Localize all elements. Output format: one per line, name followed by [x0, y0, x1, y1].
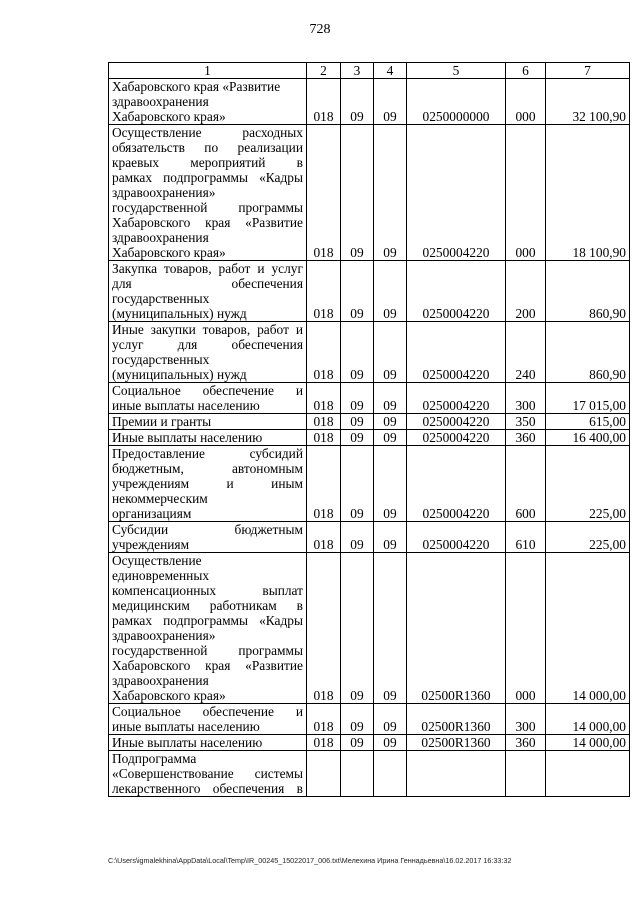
- row-name-cell: [109, 261, 307, 322]
- row-name-line: некоммерческим: [112, 491, 208, 506]
- expense-type-cell: 600: [506, 446, 546, 522]
- table-row: [109, 446, 630, 522]
- amount-cell: 860,90: [546, 261, 630, 322]
- row-name-cell: [109, 751, 307, 797]
- amount-cell: 860,90: [546, 322, 630, 383]
- table-row: [109, 261, 630, 322]
- column-header: 1: [109, 63, 307, 79]
- row-name-line: организациям: [112, 506, 192, 521]
- target-article-cell: 0250004220: [407, 383, 506, 414]
- target-article-cell: 0250004220: [407, 414, 506, 430]
- table-row: [109, 383, 630, 414]
- column-header: 3: [341, 63, 374, 79]
- target-article-cell: 0250004220: [407, 430, 506, 446]
- row-name-line: (муниципальных) нужд: [112, 306, 247, 321]
- row-name-line: Закупка товаров, работ и услуг: [112, 261, 303, 276]
- subsection-code-cell: 09: [374, 414, 407, 430]
- ministry-code-cell: 018: [307, 322, 341, 383]
- ministry-code-cell: 018: [307, 261, 341, 322]
- ministry-code-cell: 018: [307, 79, 341, 125]
- table-row: [109, 430, 630, 446]
- table-row: [109, 79, 630, 125]
- target-article-cell: 0250004220: [407, 446, 506, 522]
- file-path-footer: C:\Users\igmalekhina\AppData\Local\Temp\IR_00245_15022017_006.txt\Мелехина Ирина Геннадьевна\16.02.2017 16:33:32: [108, 856, 512, 865]
- section-code-cell: [341, 751, 374, 797]
- subsection-code-cell: 09: [374, 522, 407, 553]
- expense-type-cell: 000: [506, 553, 546, 704]
- subsection-code-cell: 09: [374, 125, 407, 261]
- row-name-line: учреждениям и иным: [112, 476, 303, 491]
- row-name-line: Хабаровского края»: [112, 245, 226, 260]
- row-name-cell: [109, 322, 307, 383]
- expense-type-cell: 200: [506, 261, 546, 322]
- row-name-cell: [109, 430, 307, 446]
- target-article-cell: 0250004220: [407, 261, 506, 322]
- row-name-cell: [109, 735, 307, 751]
- row-name-line: компенсационных выплат: [112, 583, 303, 598]
- expense-type-cell: 000: [506, 125, 546, 261]
- row-name-line: Хабаровского края»: [112, 688, 226, 703]
- row-name-line: Субсидии бюджетным: [112, 522, 303, 537]
- ministry-code-cell: 018: [307, 383, 341, 414]
- target-article-cell: [407, 751, 506, 797]
- column-header: 5: [407, 63, 506, 79]
- row-name-line: Иные закупки товаров, работ и: [112, 322, 303, 337]
- section-code-cell: 09: [341, 414, 374, 430]
- table-row: [109, 704, 630, 735]
- row-name-line: Премии и гранты: [112, 414, 212, 429]
- section-code-cell: 09: [341, 735, 374, 751]
- row-name-line: здравоохранения: [112, 230, 209, 245]
- section-code-cell: 09: [341, 261, 374, 322]
- target-article-cell: 02500R1360: [407, 704, 506, 735]
- row-name-line: иные выплаты населению: [112, 719, 260, 734]
- row-name-cell: [109, 383, 307, 414]
- amount-cell: 17 015,00: [546, 383, 630, 414]
- row-name-line: краевых мероприятий в: [112, 155, 303, 170]
- subsection-code-cell: [374, 751, 407, 797]
- amount-cell: [546, 751, 630, 797]
- row-name-line: услуг для обеспечения: [112, 337, 303, 352]
- amount-cell: 14 000,00: [546, 553, 630, 704]
- expense-type-cell: 240: [506, 322, 546, 383]
- row-name-line: здравоохранения: [112, 94, 209, 109]
- row-name-cell: [109, 522, 307, 553]
- row-name-line: здравоохранения»: [112, 628, 216, 643]
- amount-cell: 225,00: [546, 446, 630, 522]
- target-article-cell: 02500R1360: [407, 735, 506, 751]
- ministry-code-cell: [307, 751, 341, 797]
- section-code-cell: 09: [341, 322, 374, 383]
- row-name-line: Осуществление расходных: [112, 125, 303, 140]
- expense-type-cell: 350: [506, 414, 546, 430]
- row-name-cell: [109, 125, 307, 261]
- row-name-line: здравоохранения: [112, 673, 209, 688]
- row-name-line: медицинским работникам в: [112, 598, 303, 613]
- row-name-line: рамках подпрограммы «Кадры: [112, 613, 303, 628]
- table-row: [109, 751, 630, 797]
- ministry-code-cell: 018: [307, 704, 341, 735]
- amount-cell: 615,00: [546, 414, 630, 430]
- row-name-cell: [109, 446, 307, 522]
- expense-type-cell: 360: [506, 735, 546, 751]
- target-article-cell: 0250004220: [407, 322, 506, 383]
- budget-table: [108, 62, 630, 797]
- ministry-code-cell: 018: [307, 430, 341, 446]
- amount-cell: 14 000,00: [546, 735, 630, 751]
- row-name-cell: [109, 704, 307, 735]
- table-row: [109, 125, 630, 261]
- row-name-line: Осуществление: [112, 553, 202, 568]
- subsection-code-cell: 09: [374, 735, 407, 751]
- row-name-cell: [109, 414, 307, 430]
- row-name-cell: [109, 553, 307, 704]
- amount-cell: 32 100,90: [546, 79, 630, 125]
- ministry-code-cell: 018: [307, 125, 341, 261]
- expense-type-cell: 610: [506, 522, 546, 553]
- row-name-line: Иные выплаты населению: [112, 735, 263, 750]
- section-code-cell: 09: [341, 125, 374, 261]
- row-name-line: единовременных: [112, 568, 210, 583]
- expense-type-cell: 360: [506, 430, 546, 446]
- target-article-cell: 0250004220: [407, 522, 506, 553]
- expense-type-cell: 300: [506, 704, 546, 735]
- row-name-line: бюджетным, автономным: [112, 461, 303, 476]
- table-body: [109, 63, 630, 797]
- table-row: [109, 322, 630, 383]
- target-article-cell: 0250004220: [407, 125, 506, 261]
- subsection-code-cell: 09: [374, 553, 407, 704]
- subsection-code-cell: 09: [374, 261, 407, 322]
- table-row: [109, 553, 630, 704]
- subsection-code-cell: 09: [374, 704, 407, 735]
- section-code-cell: 09: [341, 430, 374, 446]
- subsection-code-cell: 09: [374, 430, 407, 446]
- ministry-code-cell: 018: [307, 735, 341, 751]
- subsection-code-cell: 09: [374, 446, 407, 522]
- table-row: [109, 735, 630, 751]
- row-name-line: Хабаровского края «Развитие: [112, 215, 303, 230]
- row-name-line: Иные выплаты населению: [112, 430, 263, 445]
- row-name-line: Социальное обеспечение и: [112, 704, 303, 719]
- ministry-code-cell: 018: [307, 553, 341, 704]
- section-code-cell: 09: [341, 446, 374, 522]
- row-name-cell: [109, 79, 307, 125]
- page-number: 728: [309, 22, 331, 37]
- row-name-line: учреждениям: [112, 537, 190, 552]
- amount-cell: 225,00: [546, 522, 630, 553]
- section-code-cell: 09: [341, 383, 374, 414]
- row-name-line: рамках подпрограммы «Кадры: [112, 170, 303, 185]
- row-name-line: Социальное обеспечение и: [112, 383, 303, 398]
- row-name-line: иные выплаты населению: [112, 398, 260, 413]
- row-name-line: государственных: [112, 352, 210, 367]
- section-code-cell: 09: [341, 553, 374, 704]
- column-header: 7: [546, 63, 630, 79]
- section-code-cell: 09: [341, 704, 374, 735]
- subsection-code-cell: 09: [374, 383, 407, 414]
- row-name-line: «Совершенствование системы: [112, 766, 303, 781]
- ministry-code-cell: 018: [307, 446, 341, 522]
- row-name-line: обязательств по реализации: [112, 140, 303, 155]
- row-name-line: для обеспечения: [112, 276, 303, 291]
- column-header: 6: [506, 63, 546, 79]
- column-header: 4: [374, 63, 407, 79]
- row-name-line: здравоохранения»: [112, 185, 216, 200]
- section-code-cell: 09: [341, 79, 374, 125]
- target-article-cell: 0250000000: [407, 79, 506, 125]
- row-name-line: государственных: [112, 291, 210, 306]
- section-code-cell: 09: [341, 522, 374, 553]
- row-name-line: Предоставление субсидий: [112, 446, 303, 461]
- subsection-code-cell: 09: [374, 322, 407, 383]
- row-name-line: Подпрограмма: [112, 751, 197, 766]
- expense-type-cell: 300: [506, 383, 546, 414]
- ministry-code-cell: 018: [307, 414, 341, 430]
- amount-cell: 14 000,00: [546, 704, 630, 735]
- row-name-line: Хабаровского края «Развитие: [112, 658, 303, 673]
- subsection-code-cell: 09: [374, 79, 407, 125]
- ministry-code-cell: 018: [307, 522, 341, 553]
- table-header-row: [109, 63, 630, 79]
- table-row: [109, 414, 630, 430]
- row-name-line: государственной программы: [112, 200, 303, 215]
- target-article-cell: 02500R1360: [407, 553, 506, 704]
- row-name-line: государственной программы: [112, 643, 303, 658]
- row-name-line: (муниципальных) нужд: [112, 367, 247, 382]
- row-name-line: Хабаровского края «Развитие: [112, 79, 281, 94]
- expense-type-cell: 000: [506, 79, 546, 125]
- amount-cell: 16 400,00: [546, 430, 630, 446]
- row-name-line: лекарственного обеспечения в: [112, 781, 303, 796]
- expense-type-cell: [506, 751, 546, 797]
- amount-cell: 18 100,90: [546, 125, 630, 261]
- row-name-line: Хабаровского края»: [112, 109, 226, 124]
- table-row: [109, 522, 630, 553]
- column-header: 2: [307, 63, 341, 79]
